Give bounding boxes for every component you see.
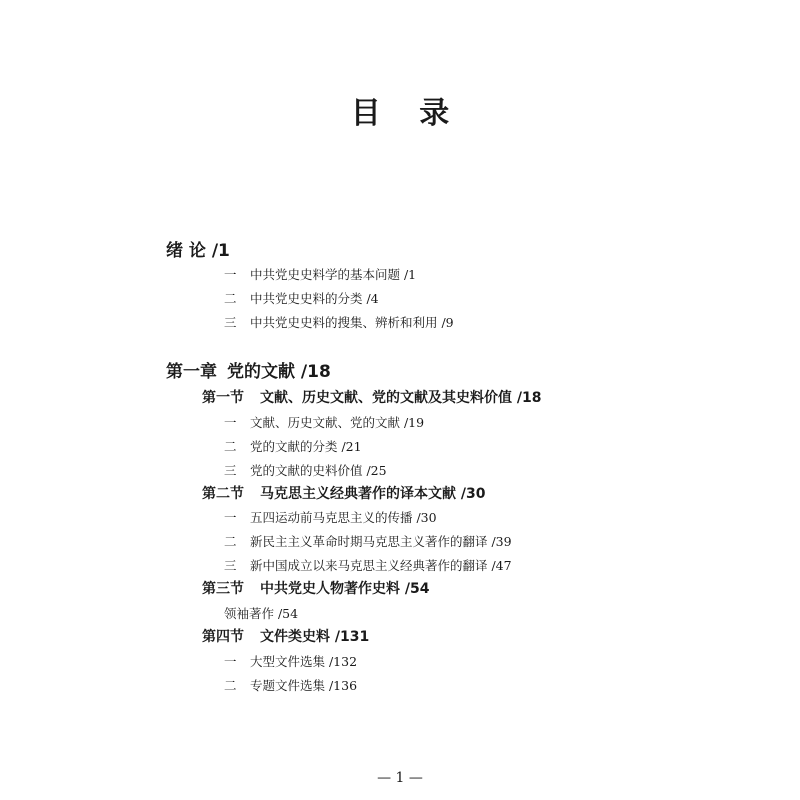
- toc-intro-heading[interactable]: 绪 论 /1: [166, 241, 230, 261]
- toc-item[interactable]: [224, 313, 454, 331]
- toc-section-heading[interactable]: [202, 578, 429, 598]
- item-text: 中共党史史料的分类 /4: [250, 291, 379, 306]
- item-text: 大型文件选集 /132: [250, 654, 358, 669]
- toc-item[interactable]: [224, 508, 437, 526]
- toc-item[interactable]: [224, 676, 357, 694]
- item-number: 三: [224, 315, 237, 330]
- section-title: 文件类史料 /131: [260, 629, 370, 645]
- section-number: 第二节: [202, 486, 244, 502]
- toc-item[interactable]: [224, 652, 357, 670]
- chapter-number: 第一章: [166, 362, 217, 382]
- item-number: 一: [224, 267, 237, 282]
- item-text: 党的文献的分类 /21: [250, 439, 362, 454]
- item-text: 新民主主义革命时期马克思主义著作的翻译 /39: [250, 534, 512, 549]
- toc-item[interactable]: [224, 461, 387, 479]
- toc-item[interactable]: [224, 413, 424, 431]
- item-text: 文献、历史文献、党的文献 /19: [250, 415, 425, 430]
- item-text: 新中国成立以来马克思主义经典著作的翻译 /47: [250, 558, 512, 573]
- section-title: 中共党史人物著作史料 /54: [260, 581, 430, 597]
- toc-chapter-heading[interactable]: [166, 357, 331, 382]
- toc-section-heading[interactable]: [202, 626, 369, 646]
- page-title: 目 录: [350, 96, 464, 131]
- item-number: 三: [224, 558, 237, 573]
- item-number: 二: [224, 678, 237, 693]
- item-number: 一: [224, 415, 237, 430]
- item-text: 五四运动前马克思主义的传播 /30: [250, 510, 437, 525]
- item-text: 中共党史史料学的基本问题 /1: [250, 267, 417, 282]
- toc-section-heading[interactable]: [202, 387, 541, 407]
- toc-item[interactable]: [224, 289, 379, 307]
- toc-item[interactable]: 领袖著作 /54: [224, 606, 299, 621]
- page-number: — 1 —: [377, 770, 423, 786]
- item-number: 一: [224, 654, 237, 669]
- section-title: 文献、历史文献、党的文献及其史料价值 /18: [260, 390, 542, 406]
- item-number: 二: [224, 291, 237, 306]
- toc-item[interactable]: [224, 532, 512, 550]
- toc-item[interactable]: [224, 556, 512, 574]
- toc-section-heading[interactable]: [202, 483, 485, 503]
- item-text: 专题文件选集 /136: [250, 678, 358, 693]
- item-number: 三: [224, 463, 237, 478]
- section-number: 第四节: [202, 629, 244, 645]
- section-number: 第三节: [202, 581, 244, 597]
- item-number: 一: [224, 510, 237, 525]
- item-number: 二: [224, 439, 237, 454]
- item-number: 二: [224, 534, 237, 549]
- item-text: 党的文献的史料价值 /25: [250, 463, 387, 478]
- chapter-title: 党的文献 /18: [227, 362, 331, 382]
- section-number: 第一节: [202, 390, 244, 406]
- item-text: 中共党史史料的搜集、辨析和利用 /9: [250, 315, 454, 330]
- toc-item[interactable]: [224, 265, 416, 283]
- section-title: 马克思主义经典著作的译本文献 /30: [260, 486, 486, 502]
- toc-item[interactable]: [224, 437, 362, 455]
